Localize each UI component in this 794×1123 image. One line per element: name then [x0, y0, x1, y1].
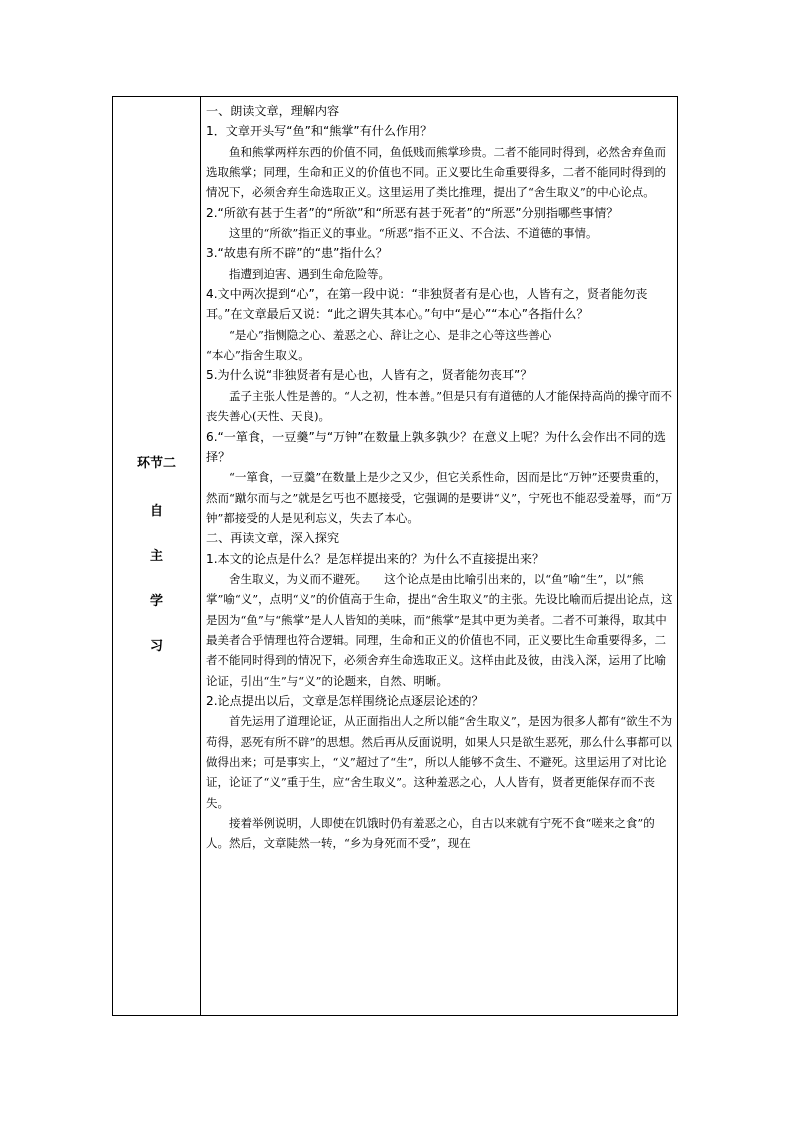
question-4: 4.文中两次提到“心”，在第一段中说：“非独贤者有是心也，人皆有之，贤者能勿丧耳。”在文章最后又说：“此之谓失其本心。”句中“是心”“本心”各指什么？ [206, 287, 648, 322]
section-title: 环节二 [136, 456, 176, 471]
section-label-cell [113, 97, 201, 1015]
question-7: 1.本文的论点是什么？是怎样提出来的？为什么不直接提出来？ [206, 551, 545, 566]
question-5: 5.为什么说“非独贤者有是心也，人皆有之，贤者能勿丧耳”？ [206, 368, 533, 383]
question-6: 6.“一箪食，一豆羹”与“万钟”在数量上孰多孰少？在意义上呢？为什么会作出不同的选择？ [206, 429, 666, 464]
question-2: 2.“所欲有甚于生者”的“所欲”和“所恶有甚于死者”的“所恶”分别指哪些事情？ [206, 205, 619, 220]
vertical-char-4: 习 [149, 639, 163, 654]
answer-7: 舍生取义，为义而不避死。 这个论点是由比喻引出来的，以“鱼”喻“生”，以“熊掌”喻“义”，点明“义”的价值高于生命，提出“舍生取义”的主张。先设比喻而后提出论点，这是因为“鱼”与“熊掌”是人人皆知的美味，而“熊掌”是其中更为美者。二者不可兼得，取其中最美者合乎情理也符合逻辑。同理，生命和正义的价值也不同，正义要比生命重要得多，二者不能同时得到的情况下，必须舍弃生命选取正义。这样由此及彼，由浅入深，运用了比喻论证，引出“生”与“义”的论题来，自然、明晰。 [206, 571, 673, 688]
question-8: 2.论点提出以后，文章是怎样围绕论点逐层论述的？ [206, 693, 484, 708]
content-cell [201, 97, 677, 1015]
answer-6: “一箪食，一豆羹”在数量上是少之又少，但它关系性命，因而是比“万钟”还要贵重的，然而“蹴尔而与之”就是乞丐也不愿接受，它强调的是要讲“义”，宁死也不能忍受羞辱，而“万钟”都接受的人是见利忘义，失去了本心。 [206, 470, 673, 525]
heading-reading: 一、朗读文章，理解内容 [206, 104, 340, 118]
vertical-char-1: 自 [149, 504, 163, 519]
lesson-table [112, 96, 678, 1016]
answer-1: 鱼和熊掌两样东西的价值不同，鱼低贱而熊掌珍贵。二者不能同时得到，必然舍弃鱼而选取熊掌；同理，生命和正义的价值也不同。正义要比生命重要得多，二者不能同时得到的情况下，必须舍弃生命选取正义。这里运用了类比推理，提出了“舍生取义”的中心论点。 [206, 144, 666, 200]
vertical-char-2: 主 [149, 549, 163, 564]
answer-8: 首先运用了道理论证，从正面指出人之所以能“舍生取义”，是因为很多人都有“欲生不为苟得，恶死有所不辟”的思想。然后再从反面说明，如果人只是欲生恶死，那么什么事都可以做得出来；可是事实上，“义”超过了“生”，所以人能够不贪生、不避死。这里运用了对比论证，论证了“义”重于生，应“舍生取义”。这种羞恶之心，人人皆有，贤者更能保存而不丧失。 [206, 714, 673, 810]
answer-4-line-2: “本心”指舍生取义。 [206, 348, 310, 363]
answer-2: 这里的“所欲”指正义的事业。“所恶”指不正义、不合法、不道德的事情。 [229, 226, 598, 241]
question-1: 1．文章开头写“鱼”和“熊掌”有什么作用？ [206, 124, 433, 139]
answer-9: 接着举例说明，人即使在饥饿时仍有羞恶之心，自古以来就有宁死不食“嗟来之食”的人。然后，文章陡然一转，“乡为身死而不受”，现在 [206, 816, 655, 851]
answer-4-line-1: “是心”指恻隐之心、羞恶之心、辞让之心、是非之心等这些善心 [229, 327, 552, 342]
heading-deeper: 二、再读文章，深入探究 [206, 531, 340, 546]
question-3: 3.“故患有所不辟”的“患”指什么？ [206, 246, 388, 261]
answer-3: 指遭到迫害、遇到生命危险等。 [229, 266, 390, 281]
answer-5: 孟子主张人性是善的。“人之初，性本善。”但是只有有道德的人才能保持高尚的操守而不丧失善心(天性、天良)。 [206, 388, 673, 424]
vertical-char-3: 学 [149, 594, 163, 609]
